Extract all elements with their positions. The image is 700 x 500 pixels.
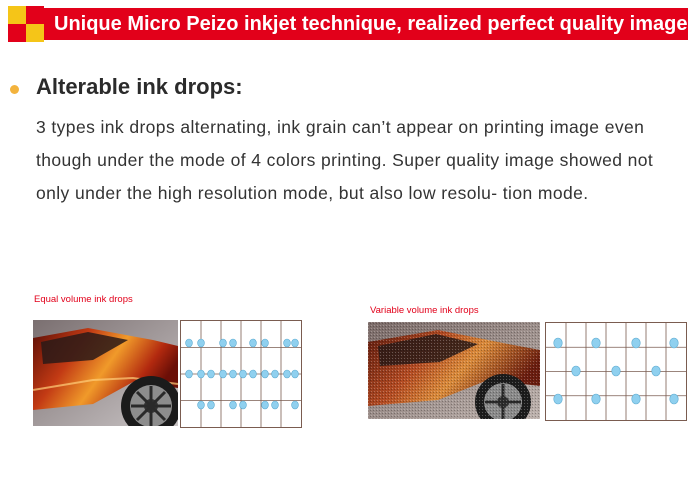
- car-photo-grainy: [368, 322, 540, 419]
- ink-drop: [554, 394, 563, 404]
- ink-drop: [632, 338, 641, 348]
- figure-caption-equal: Equal volume ink drops: [34, 294, 133, 305]
- variable-drops-grid: [545, 322, 687, 421]
- ink-drop: [198, 339, 205, 347]
- ink-drop: [632, 394, 641, 404]
- ink-drop: [554, 338, 563, 348]
- ink-drop: [220, 339, 227, 347]
- header-bar: [0, 6, 700, 42]
- ink-drop: [240, 370, 247, 378]
- ink-drop: [240, 401, 247, 409]
- ink-drop: [208, 370, 215, 378]
- ink-drop: [272, 370, 279, 378]
- ink-drop: [250, 339, 257, 347]
- ink-drop: [592, 338, 601, 348]
- ink-drop: [292, 339, 299, 347]
- section-heading: Alterable ink drops:: [36, 74, 243, 99]
- figure-caption-variable: Variable volume ink drops: [370, 305, 479, 316]
- ink-drop: [292, 370, 299, 378]
- ink-drop: [272, 401, 279, 409]
- ink-drop: [262, 370, 269, 378]
- ink-drop: [208, 401, 215, 409]
- ink-drop: [262, 401, 269, 409]
- ink-drop: [592, 394, 601, 404]
- ink-drop: [186, 339, 193, 347]
- ink-drop: [220, 370, 227, 378]
- ink-drop: [186, 370, 193, 378]
- ink-drop: [250, 370, 257, 378]
- ink-drop: [670, 338, 679, 348]
- ink-drop: [652, 366, 661, 376]
- ink-drop: [572, 366, 581, 376]
- ink-drop: [292, 401, 299, 409]
- ink-drop: [612, 366, 621, 376]
- ink-drop: [198, 401, 205, 409]
- ink-drop: [284, 370, 291, 378]
- variable-drops-svg: [546, 323, 686, 420]
- bullet-icon: [10, 85, 19, 94]
- car-photo-smooth: [33, 320, 178, 426]
- ink-drop: [262, 339, 269, 347]
- page-title: Unique Micro Peizo inkjet technique, realized perfect quality image: [44, 8, 688, 40]
- ink-drop: [230, 370, 237, 378]
- ink-drop: [198, 370, 205, 378]
- ink-drop: [670, 394, 679, 404]
- section-body: 3 types ink drops alternating, ink grain can’t appear on printing image even though under the mode of 4 colors printing. Super quality image showed not only under the high resolution mode, but also low resolu- tion mode.: [36, 117, 654, 203]
- ink-drop: [230, 339, 237, 347]
- equal-drops-grid: [180, 320, 302, 428]
- equal-drops-svg: [181, 321, 301, 427]
- ink-drop: [230, 401, 237, 409]
- ink-drop: [284, 339, 291, 347]
- logo-mark: [8, 6, 44, 42]
